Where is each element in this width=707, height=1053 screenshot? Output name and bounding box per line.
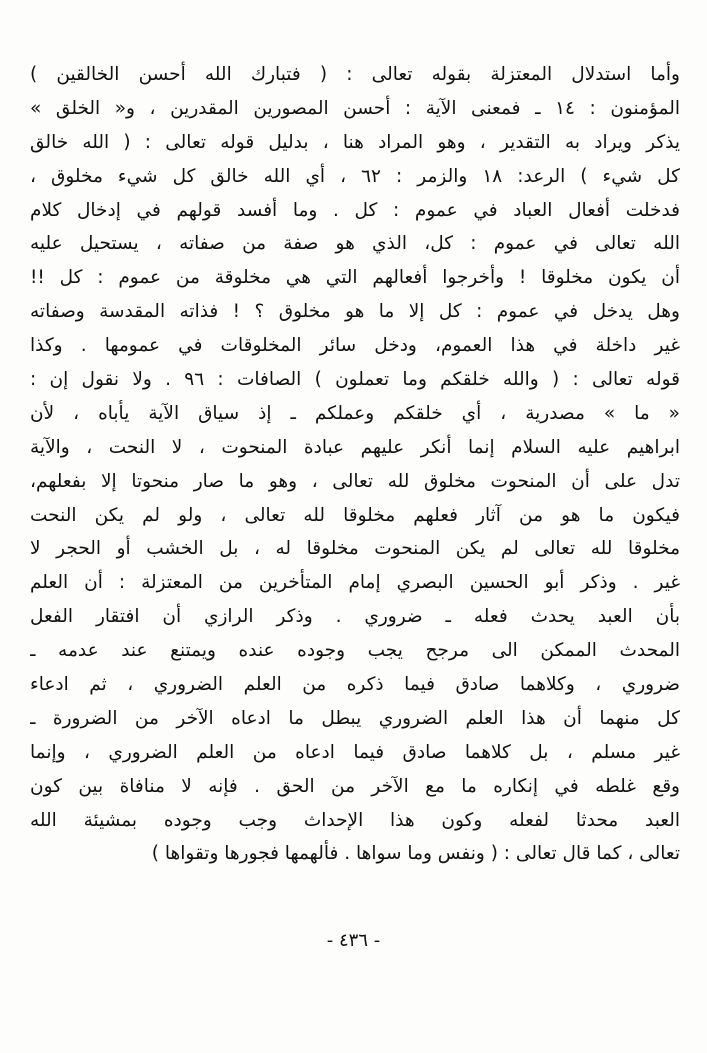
text-line: بأن العبد يحدث فعله ـ ضروري . وذكر الرازي أن افتقار الفعل — [30, 606, 680, 628]
text-line: أن يكون مخلوقا ! وأخرجوا أفعالهم التي هي مخلوقة من عموم : كل !! — [30, 267, 680, 289]
text-line: مخلوقا لله تعالى لم يكن المنحوت مخلوقا له ، بل الخشب أو الحجر لا — [30, 538, 680, 560]
text-line: غير داخلة في هذا العموم، ودخل سائر المخلوقات في عمومها . وكذا — [30, 335, 680, 357]
text-line: غير مسلم ، بل كلاهما صادق فيما ادعاه من العلم الضروري ، وإنما — [30, 741, 680, 763]
text-line: المحدث الممكن الى مرجح يجب وجوده عنده ويمتنع عند عدمه ـ — [30, 640, 680, 662]
text-line: وأما استدلال المعتزلة بقوله تعالى : ( فتبارك الله أحسن الخالقين ) — [30, 64, 680, 85]
text-line: فيكون ما هو من آثار فعلهم مخلوقا لله تعالى ، ولو لم يكن النحت — [30, 504, 680, 526]
body-text — [30, 58, 680, 871]
text-line: قوله تعالى : ( والله خلقكم وما تعملون ) الصافات : ٩٦ . ولا نقول إن : — [30, 369, 680, 391]
text-line: وهل يدخل في عموم : كل إلا ما هو مخلوق ؟ ! فذاته المقدسة وصفاته — [30, 301, 680, 323]
text-line: « ما » مصدرية ، أي خلقكم وعملكم ـ إذ سياق الآية يأباه ، لأن — [30, 402, 680, 424]
text-line: كل منهما أن هذا العلم الضروري يبطل ما ادعاه الآخر من الضرورة ـ — [30, 707, 680, 729]
text-line: فدخلت أفعال العباد في عموم : كل . وما أفسد قولهم في إدخال كلام — [30, 199, 680, 221]
text-line: غير . وذكر أبو الحسين البصري إمام المتأخرين من المعتزلة : أن العلم — [30, 572, 680, 594]
text-line: كل شيء ) الرعد: ١٨ والزمر : ٦٢ ، أي الله خالق كل شيء مخلوق ، — [30, 165, 680, 187]
text-line: وقع غلطه في إنكاره ما مع الآخر من الحق . فإنه لا منافاة بين كون — [30, 775, 680, 797]
text-line: الله تعالى في عموم : كل، الذي هو صفة من صفاته ، يستحيل عليه — [30, 233, 680, 255]
page-number: - ٤٣٦ - — [326, 930, 381, 951]
text-line: تدل على أن المنحوت مخلوق لله تعالى ، وهو ما صار منحوتا إلا بفعلهم، — [30, 470, 680, 492]
text-line: ابراهيم عليه السلام إنما أنكر عليهم عبادة المنحوت ، لا النحت ، والآية — [30, 436, 680, 458]
text-line: العبد محدثا لفعله وكون هذا الإحداث وجب وجوده بمشيئة الله — [30, 809, 680, 831]
text-line: المؤمنون : ١٤ ـ فمعنى الآية : أحسن المصورين المقدرين ، و« الخلق » — [30, 97, 680, 119]
text-line: يذكر ويراد به التقدير ، وهو المراد هنا ، بدليل قوله تعالى : ( الله خالق — [30, 131, 680, 153]
text-line: تعالى ، كما قال تعالى : ( ونفس وما سواها . فألهمها فجورها وتقواها ) — [151, 843, 680, 865]
text-line: ضروري ، وكلاهما صادق فيما ذكره من العلم الضروري ، ثم ادعاء — [30, 674, 680, 696]
